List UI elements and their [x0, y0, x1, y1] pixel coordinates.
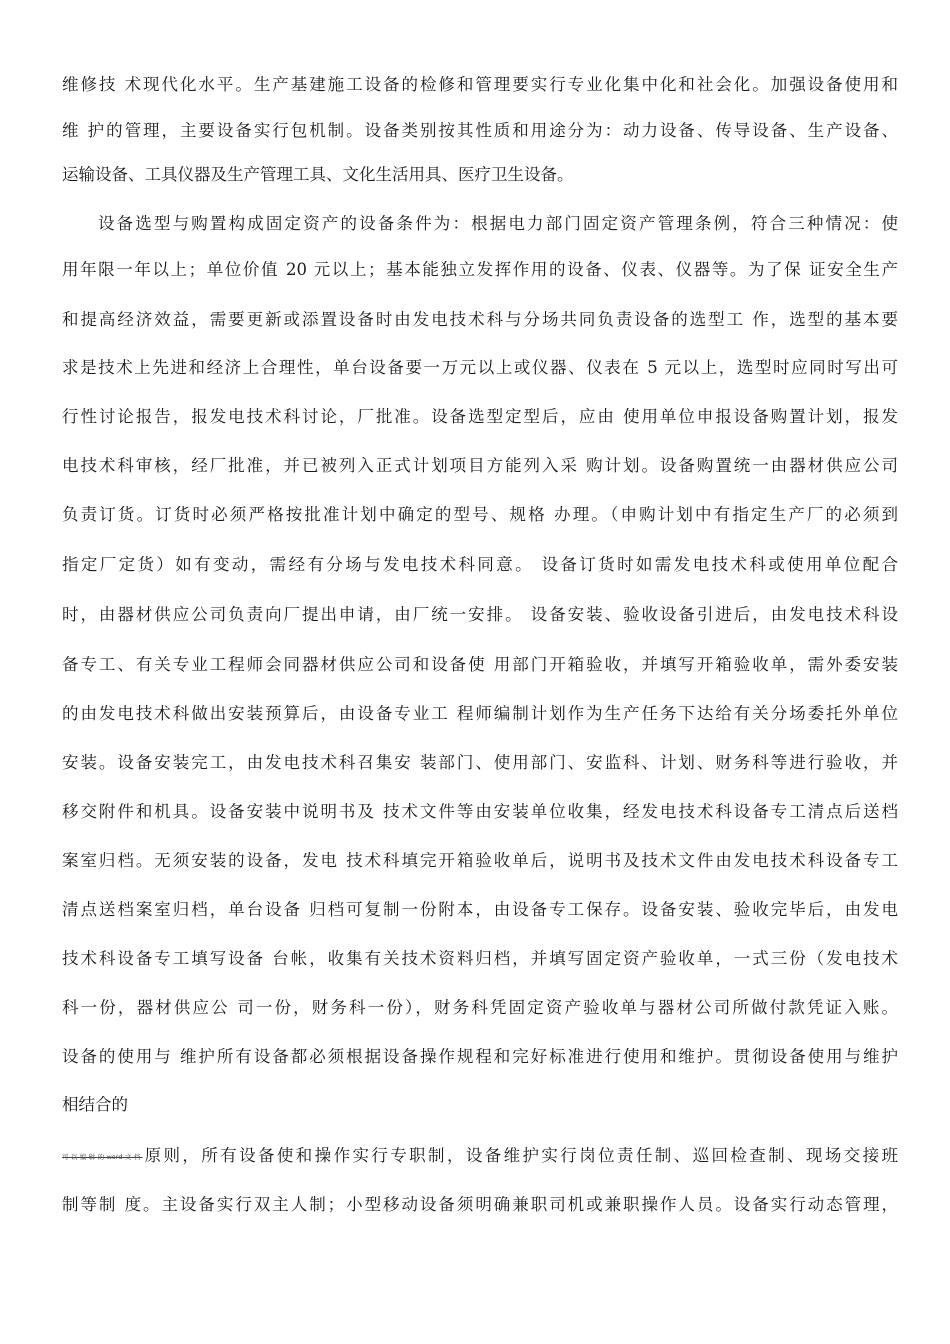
- text-line-4: 设备选型与购置构成固定资产的设备条件为：根据电力部门固定资产管理条例，符合三种情况：使: [98, 214, 898, 233]
- text-line-16: 移交附件和机具。设备安装中说明书及 技术文件等由安装单位收集，经发电技术科设备专工清点后送档: [62, 802, 898, 821]
- text-line-11: 指定厂定货）如有变动，需经有分场与发电技术科同意。 设备订货时如需发电技术科或使用单位配合: [62, 555, 898, 574]
- text-line-21: 设备的使用与 维护所有设备都必须根据设备操作规程和完好标准进行使用和维护。贯彻设备使用与维护: [62, 1047, 898, 1066]
- text-line-23-content: 原则，所有设备使和操作实行专职制，设备维护实行岗位责任制、巡回检查制、现场交接班: [144, 1146, 899, 1165]
- text-line-8: 行性讨论报告，报发电技术科讨论，厂批准。设备选型定型后，应由 使用单位申报设备购置计划，报发: [62, 407, 898, 426]
- text-line-15: 安装。设备安装完工，由发电技术科召集安 装部门、使用部门、安监科、计划、财务科等进行验收，并: [62, 753, 898, 772]
- text-line-9: 电技术科审核，经厂批准，并已被列入正式计划项目方能列入采 购计划。设备购置统一由器材供应公司: [62, 456, 898, 475]
- footer-note: 可以编辑的word文档: [62, 1152, 143, 1161]
- text-line-10: 负责订货。订货时必须严格按批准计划中确定的型号、规格 办理。（申购计划中有指定生产厂的必须到: [62, 505, 898, 524]
- text-line-18: 清点送档案室归档，单台设备 归档可复制一份附本，由设备专工保存。设备安装、验收完毕后，由发电: [62, 900, 898, 919]
- text-line-23: [62, 1144, 898, 1169]
- text-line-13: 备专工、有关专业工程师会同器材供应公司和设备使 用部门开箱验收，并填写开箱验收单，需外委安装: [62, 655, 898, 674]
- text-line-22: 相结合的: [62, 1095, 128, 1114]
- text-line-7: 求是技术上先进和经济上合理性，单台设备要一万元以上或仪器、仪表在 5 元以上，选型时应同时写出可: [62, 358, 898, 377]
- text-line-19: 技术科设备专工填写设备 台帐，收集有关技术资料归档，并填写固定资产验收单，一式三份（发电技术: [62, 949, 898, 968]
- text-line-6: 和提高经济效益，需要更新或添置设备时由发电技术科与分场共同负责设备的选型工 作，选型的基本要: [62, 310, 898, 329]
- text-line-17: 案室归档。无须安装的设备，发电 技术科填完开箱验收单后，说明书及技术文件由发电技术科设备专工: [62, 851, 898, 870]
- text-line-14: 的由发电技术科做出安装预算后，由设备专业工 程师编制计划作为生产任务下达给有关分场委托外单位: [62, 704, 898, 723]
- text-line-5: 用年限一年以上；单位价值 20 元以上；基本能独立发挥作用的设备、仪表、仪器等。为了保 证安全生产: [62, 260, 898, 279]
- text-line-12: 时，由器材供应公司负责向厂提出申请，由厂统一安排。 设备安装、验收设备引进后，由发电技术科设: [62, 605, 898, 624]
- text-line-3: 运输设备、工具仪器及生产管理工具、文化生活用具、医疗卫生设备。: [62, 165, 574, 184]
- text-line-20: 科一份，器材供应公 司一份，财务科一份），财务科凭固定资产验收单与器材公司所做付款凭证入账。: [62, 998, 898, 1017]
- text-line-24: 制等制 度。主设备实行双主人制；小型移动设备须明确兼职司机或兼职操作人员。设备实行动态管理，: [62, 1195, 898, 1214]
- text-line-2: 维 护的管理，主要设备实行包机制。设备类别按其性质和用途分为：动力设备、传导设备、生产设备、: [62, 121, 898, 140]
- text-line-1: 维修技 术现代化水平。生产基建施工设备的检修和管理要实行专业化集中化和社会化。加强设备使用和: [62, 75, 898, 94]
